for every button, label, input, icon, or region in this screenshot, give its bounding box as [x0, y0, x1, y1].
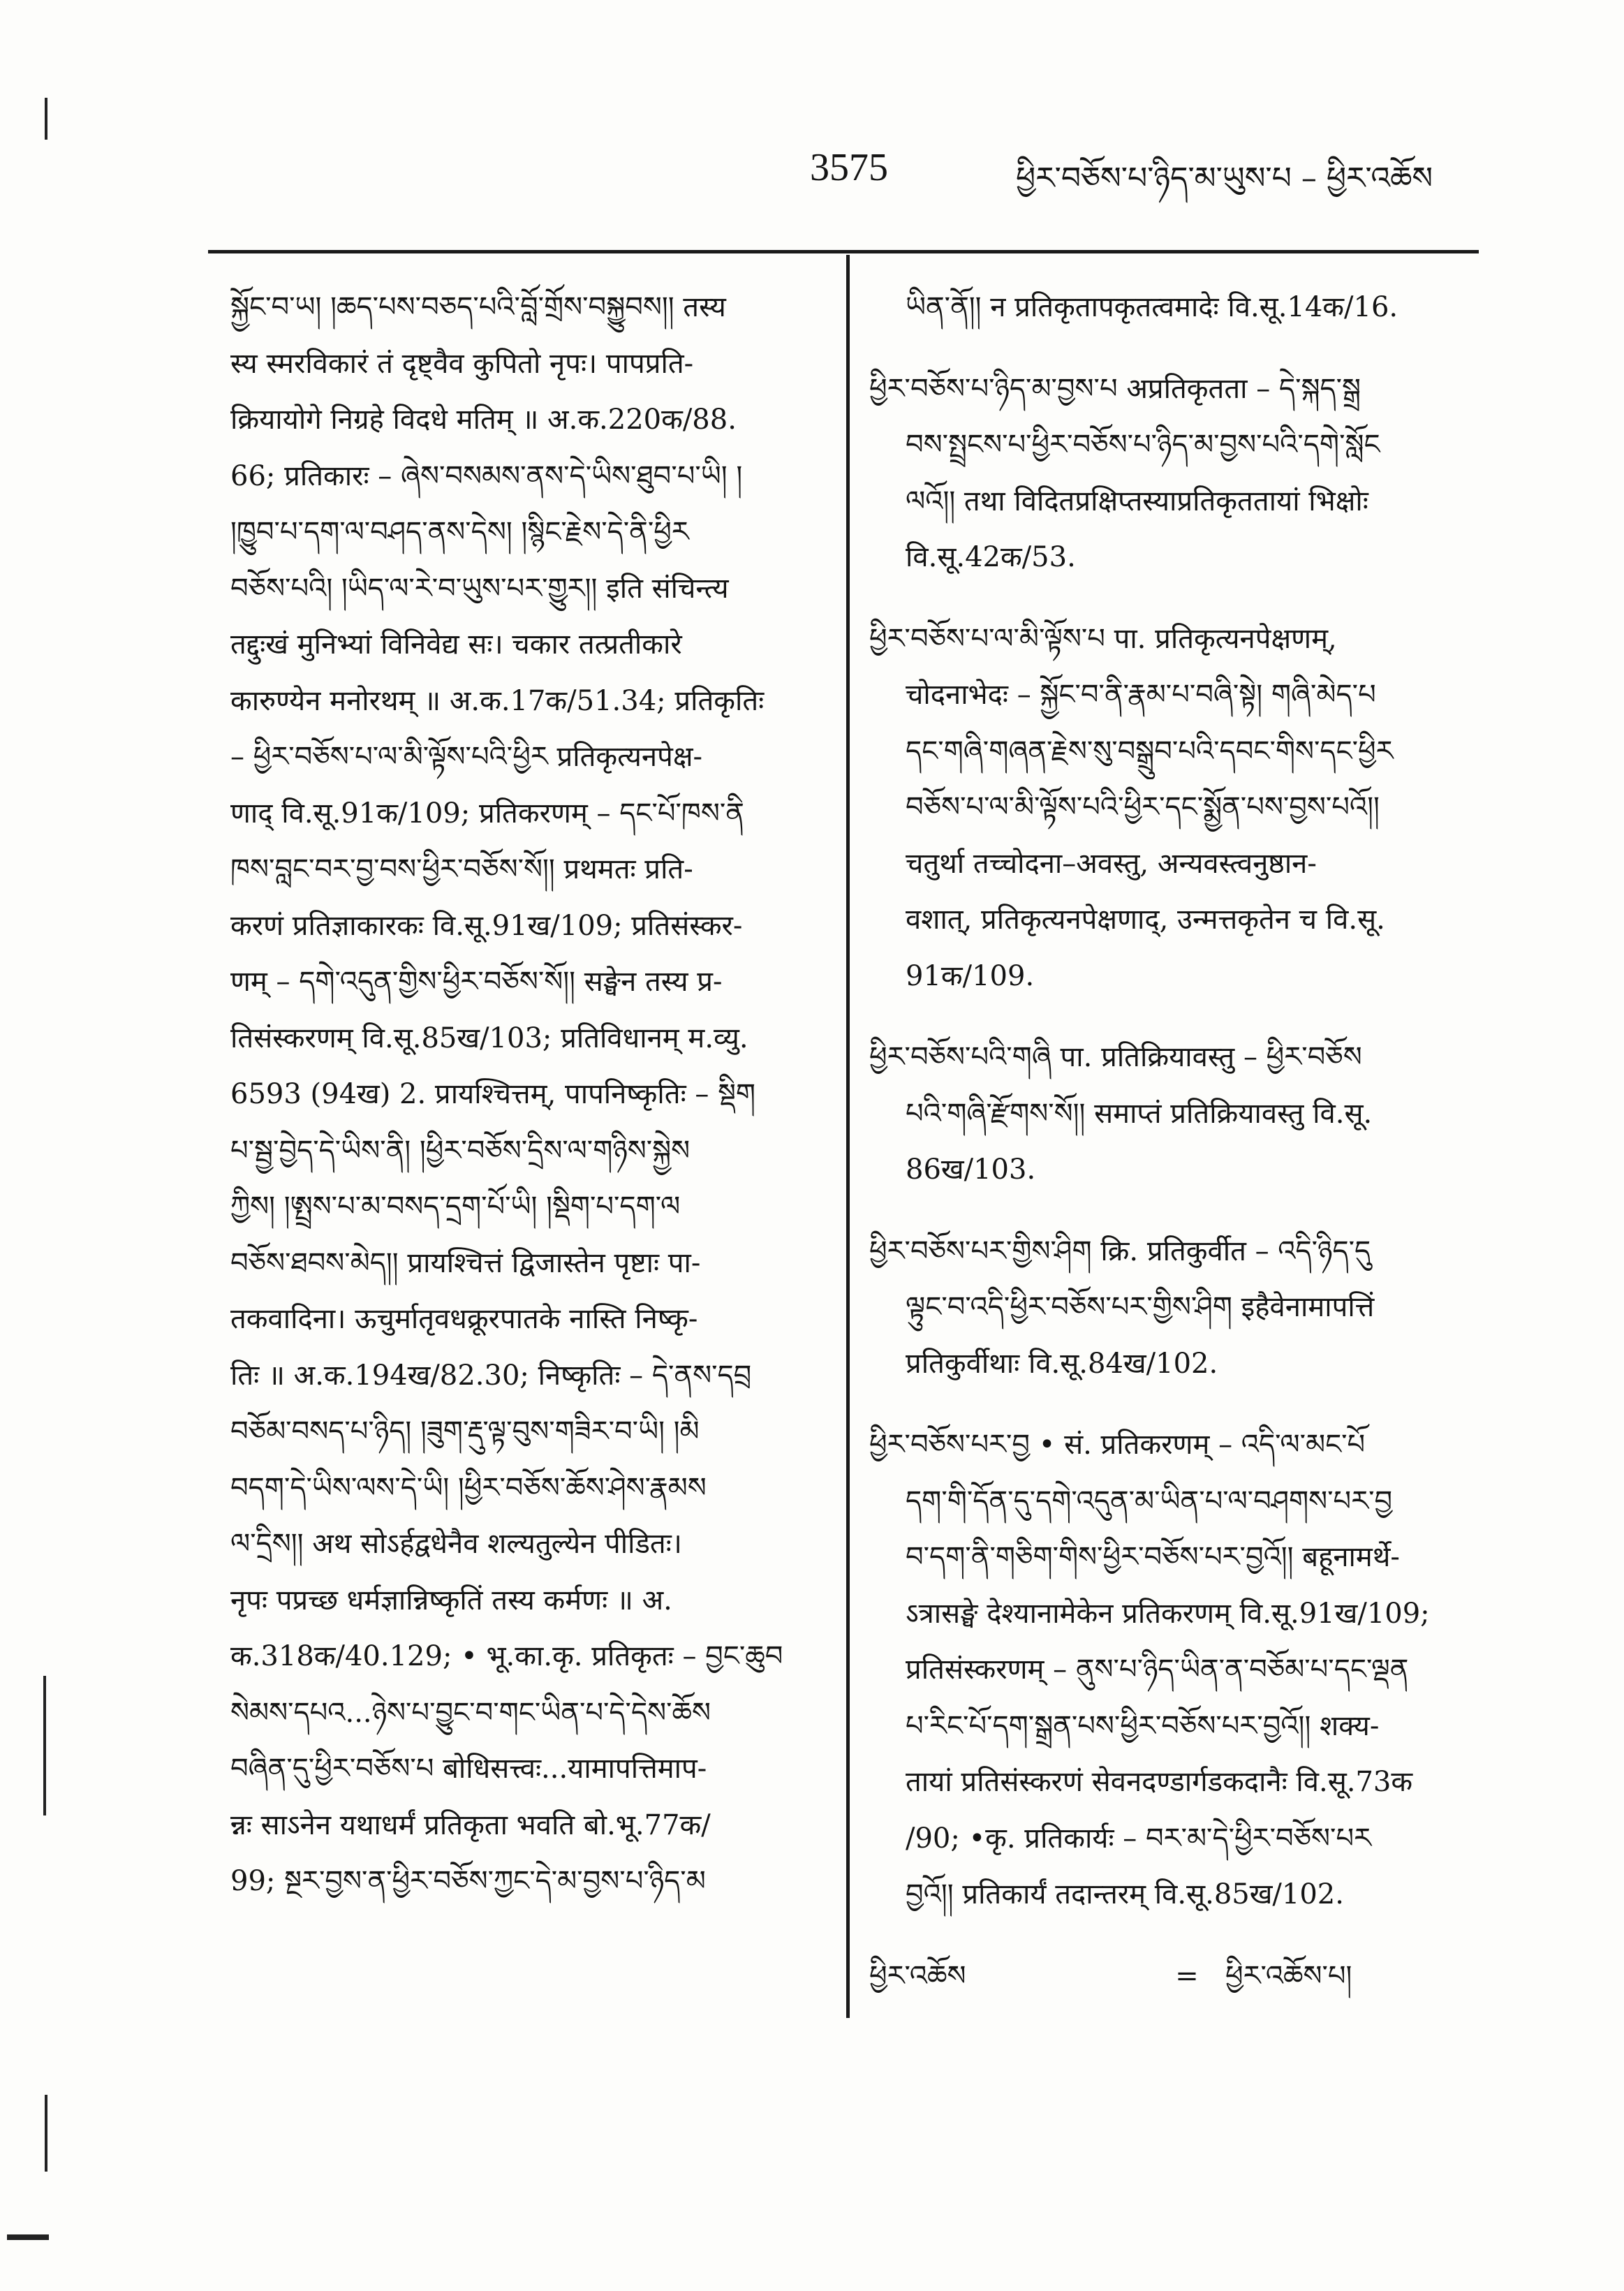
text-line: स्य स्मरविकारं तं दृष्ट्वैव कुपितो नृपः। पापप्रति- — [230, 347, 694, 380]
entry-headline: ཕྱིར་བཅོས་པའི་གཞི पा. प्रतिक्रियावस्तु – ཕྱིར་བཅོས — [869, 1041, 1362, 1073]
text-line: བདག་དེ་ཡིས་ལས་དེ་ཡི། །ཕྱིར་བཅོས་ཆོས་ཤེས་རྣམས — [230, 1471, 707, 1504]
text-line: प्रतिसंस्करणम् – ནུས་པ་ཉིད་ཡིན་ན་བཅོམ་པ་དང་ལྡན — [906, 1653, 1409, 1686]
margin-mark — [43, 1676, 46, 1815]
text-line: ལ་དྲིས།། अथ सोऽर्हद्वधेनैव शल्यतुल्येन पीडितः। — [230, 1528, 682, 1560]
text-line: ལའོ།། तथा विदितप्रक्षिप्तस्याप्रतिकृततायां भिक्षोः — [906, 485, 1368, 517]
entry-gap — [869, 1923, 1498, 1948]
text-line: चोदनाभेदः – སྐྱོང་བ་ནི་རྣམ་པ་བཞི་སྟེ། གཞི་མེད་པ — [906, 679, 1376, 711]
margin-mark — [45, 2095, 47, 2172]
text-line: प्रतिकुर्वीथाः वि.सू.84ख/102. — [906, 1347, 1218, 1380]
text-line: तद्दुःखं मुनिभ्यां विनिवेद्य सः। चकार तत्प्रतीकारे — [230, 628, 682, 661]
text-line: ऽत्रासङ्घे देश्यानामेकेन प्रतिकरणम् वि.सू.91ख/109; — [906, 1597, 1430, 1630]
cross-ref-headword: ཕྱིར་འཆོས — [869, 1959, 966, 1992]
cross-ref-target: ཕྱིར་འཆོས་པ། — [1225, 1959, 1352, 1992]
entry-gap — [869, 336, 1498, 361]
text-line: བཅོས་ཐབས་མེད།། प्रायश्चित्तं द्विजास्तेन पृष्टाः पा- — [230, 1246, 701, 1279]
text-line: ཡིན་ནོ།། न प्रतिकृतापकृतत्वमादेः वि.सू.14क/16. — [906, 291, 1398, 323]
text-line: བཅོམ་བསད་པ་ཉིད། །ཟུག་རྡུ་ལྟ་བུས་གཟིར་བ་ཡི། །མི — [230, 1415, 700, 1447]
page-number: 3575 — [810, 146, 888, 189]
running-head: ཕྱིར་བཅོས་པ་ཉིད་མ་ཡུས་པ – ཕྱིར་འཆོས — [1016, 161, 1433, 196]
text-line: न्नः साऽनेन यथाधर्मं प्रतिकृता भवति बो.भू.77क/ — [230, 1809, 711, 1841]
text-line: तिः ॥ अ.क.194ख/82.30; निष्कृतिः – དེ་ནས་དབྲ — [230, 1359, 752, 1392]
text-line: པ་སྦྱ་བྱེད་དེ་ཡིས་ནི། །ཕྱིར་བཅོས་དྲིས་ལ་གཉིས་སྐྱེས — [230, 1134, 691, 1167]
text-line: करणं प्रतिज्ञाकारकः वि.सू.91ख/109; प्रतिसंस्कर- — [230, 909, 743, 942]
text-line: སེམས་དཔའ...ཉེས་པ་བྱུང་བ་གང་ཡིན་པ་དེ་དེས་ཆོས — [230, 1696, 711, 1729]
entry-gap — [869, 1392, 1498, 1417]
text-line: བས་སྤྲངས་པ་ཕྱིར་བཅོས་པ་ཉིད་མ་བྱས་པའི་དགེ་སློང — [906, 429, 1380, 461]
dictionary-entry — [869, 1417, 1498, 1923]
text-line: 86ख/103. — [906, 1154, 1036, 1186]
text-line: वशात्, प्रतिकृत्यनपेक्षणाद्, उन्मत्तकृतेन च वि.सू. — [906, 904, 1385, 936]
dictionary-entry — [869, 279, 1498, 336]
text-line: པ་རིང་པོ་དག་སྒྲན་པས་ཕྱིར་བཅོས་པར་བྱའོ།། शक्य- — [906, 1709, 1380, 1742]
text-line: ཁས་བླང་བར་བྱ་བས་ཕྱིར་བཅོས་སོ།། प्रथमतः प्रति- — [230, 853, 693, 885]
text-line: བྱའོ།། प्रतिकार्यं तदान्तरम् वि.सू.85ख/102. — [906, 1878, 1344, 1910]
column-divider — [846, 255, 850, 2018]
dictionary-entry — [869, 1029, 1498, 1198]
entry-headline: ཕྱིར་བཅོས་པར་བྱ • सं. प्रतिकरणम् – འདི་ལ་མང་པོ — [869, 1429, 1366, 1461]
entry-gap — [869, 1004, 1498, 1029]
dictionary-entry — [869, 611, 1498, 1005]
entry-headline: ཕྱིར་བཅོས་པར་གྱིས་ཤིག क्रि. प्रतिकुर्वीत – འདི་ཉིད་དུ — [869, 1235, 1371, 1267]
text-line: དང་གཞི་གཞན་རྗེས་སུ་བསྒྲུབ་པའི་དབང་གིས་དང་ཕྱིར — [906, 735, 1394, 767]
text-line: नृपः पप्रच्छ धर्मज्ञान्निष्कृतिं तस्य कर्मणः ॥ अ. — [230, 1584, 672, 1616]
text-line: 66; प्रतिकारः – ཞེས་བསམས་ནས་དེ་ཡིས་ཐུབ་པ་ཡི། ། — [230, 459, 743, 492]
text-line: तिसंस्करणम् वि.सू.85ख/103; प्रतिविधानम् म.व्यु. — [230, 1022, 748, 1054]
text-line: णाद् वि.सू.91क/109; प्रतिकरणम् – དང་པོ་ཁས་ནི — [230, 797, 744, 830]
text-line: – ཕྱིར་བཅོས་པ་ལ་མི་ལྟོས་པའི་ཕྱིར प्रतिकृत्यनपेक्ष- — [230, 741, 703, 773]
text-line: चतुर्था तच्चोदना–अवस्तु, अन्यवस्त्वनुष्ठान- — [906, 847, 1317, 880]
cross-reference — [869, 1948, 1498, 2005]
text-line: སྐྱོང་བ་ཡ། །ཆད་པས་བཅད་པའི་བློ་གྲོས་བསྐྱུབས།། तस्य — [230, 291, 726, 323]
cross-ref-equals: = — [1175, 1959, 1199, 1992]
header-rule — [208, 250, 1479, 253]
text-line: བ་དག་ནི་གཅིག་གིས་ཕྱིར་བཅོས་པར་བྱའོ།། बहूनामर्थे- — [906, 1541, 1400, 1573]
text-line: ཀྱིས། །ཨྤྲས་པ་མ་བསད་དྲག་པོ་ཡི། །སྡིག་པ་དག་ལ — [230, 1191, 681, 1223]
text-line: ལྟུང་བ་འདི་ཕྱིར་བཅོས་པར་གྱིས་ཤིག इहैवेनामापत्तिं — [906, 1291, 1375, 1323]
entry-gap — [869, 1198, 1498, 1223]
text-line: क.318क/40.129; • भू.का.कृ. प्रतिकृतः – བྱང་ཆུབ — [230, 1640, 783, 1672]
text-line: कारुण्येन मनोरथम् ॥ अ.क.17क/51.34; प्रतिकृतिः — [230, 684, 765, 717]
text-line: །ཁྱུབ་པ་དག་ལ་བཤད་ནས་དེས། །སྙིང་རྗེས་དེ་ནི་ཕྱིར — [230, 516, 689, 548]
text-line: བཅོས་པ་ལ་མི་ལྟོས་པའི་ཕྱིར་དང་སྨྱོན་པས་བྱས་པའོ།། — [906, 791, 1380, 823]
text-line: བཅོས་པའི། །ཡིད་ལ་རེ་བ་ཡུས་པར་གྱུར།། इति संचिन्त्य — [230, 572, 729, 605]
text-line: वि.सू.42क/53. — [906, 541, 1076, 573]
text-line: 99; སྔར་བྱས་ན་ཕྱིར་བཅོས་ཀྱང་དེ་མ་བྱས་པ་ཉིད་མ — [230, 1865, 706, 1897]
text-line: དག་གི་དོན་དུ་དགེ་འདུན་མ་ཡིན་པ་ལ་བཤགས་པར་བྱ — [906, 1485, 1393, 1517]
text-line: པའི་གཞི་རྫོགས་སོ།། समाप्तं प्रतिक्रियावस्तु वि.सू. — [906, 1097, 1373, 1130]
text-line: क्रियायोगे निग्रहे विदधे मतिम् ॥ अ.क.220क/88. — [230, 404, 737, 436]
text-line: णम् – དགེ་འདུན་གྱིས་ཕྱིར་བཅོས་སོ།། सङ्घेन तस्य प्र- — [230, 966, 723, 998]
dictionary-entry — [869, 1223, 1498, 1392]
right-column — [869, 279, 1498, 2004]
dictionary-entry — [869, 361, 1498, 586]
text-line: तकवादिना। ऊचुर्मातृवधक्रूरपातके नास्ति निष्कृ- — [230, 1303, 698, 1335]
text-line: /90; •कृ. प्रतिकार्यः – བར་མ་དེ་ཕྱིར་བཅོས་པར — [906, 1822, 1372, 1855]
entry-headline: ཕྱིར་བཅོས་པ་ཉིད་མ་བྱས་པ अप्रतिकृतता – དེ་སྐད་སྒྲ — [869, 372, 1361, 405]
left-column — [230, 279, 831, 1910]
margin-mark — [7, 2234, 49, 2240]
text-line: 6593 (94ख) 2. प्रायश्चित्तम्, पापनिष्कृतिः – སྡིག — [230, 1078, 756, 1110]
text-line: तायां प्रतिसंस्करणं सेवनदण्डार्गडकदानैः वि.सू.73क — [906, 1766, 1413, 1798]
entry-gap — [869, 586, 1498, 611]
text-line: བཞིན་དུ་ཕྱིར་བཅོས་པ बोधिसत्त्वः...यामापत्तिमाप- — [230, 1753, 707, 1785]
margin-mark — [45, 98, 47, 140]
entry-headline: ཕྱིར་བཅོས་པ་ལ་མི་ལྟོས་པ पा. प्रतिकृत्यनपेक्षणम्, — [869, 622, 1337, 655]
text-line: 91क/109. — [906, 959, 1035, 992]
